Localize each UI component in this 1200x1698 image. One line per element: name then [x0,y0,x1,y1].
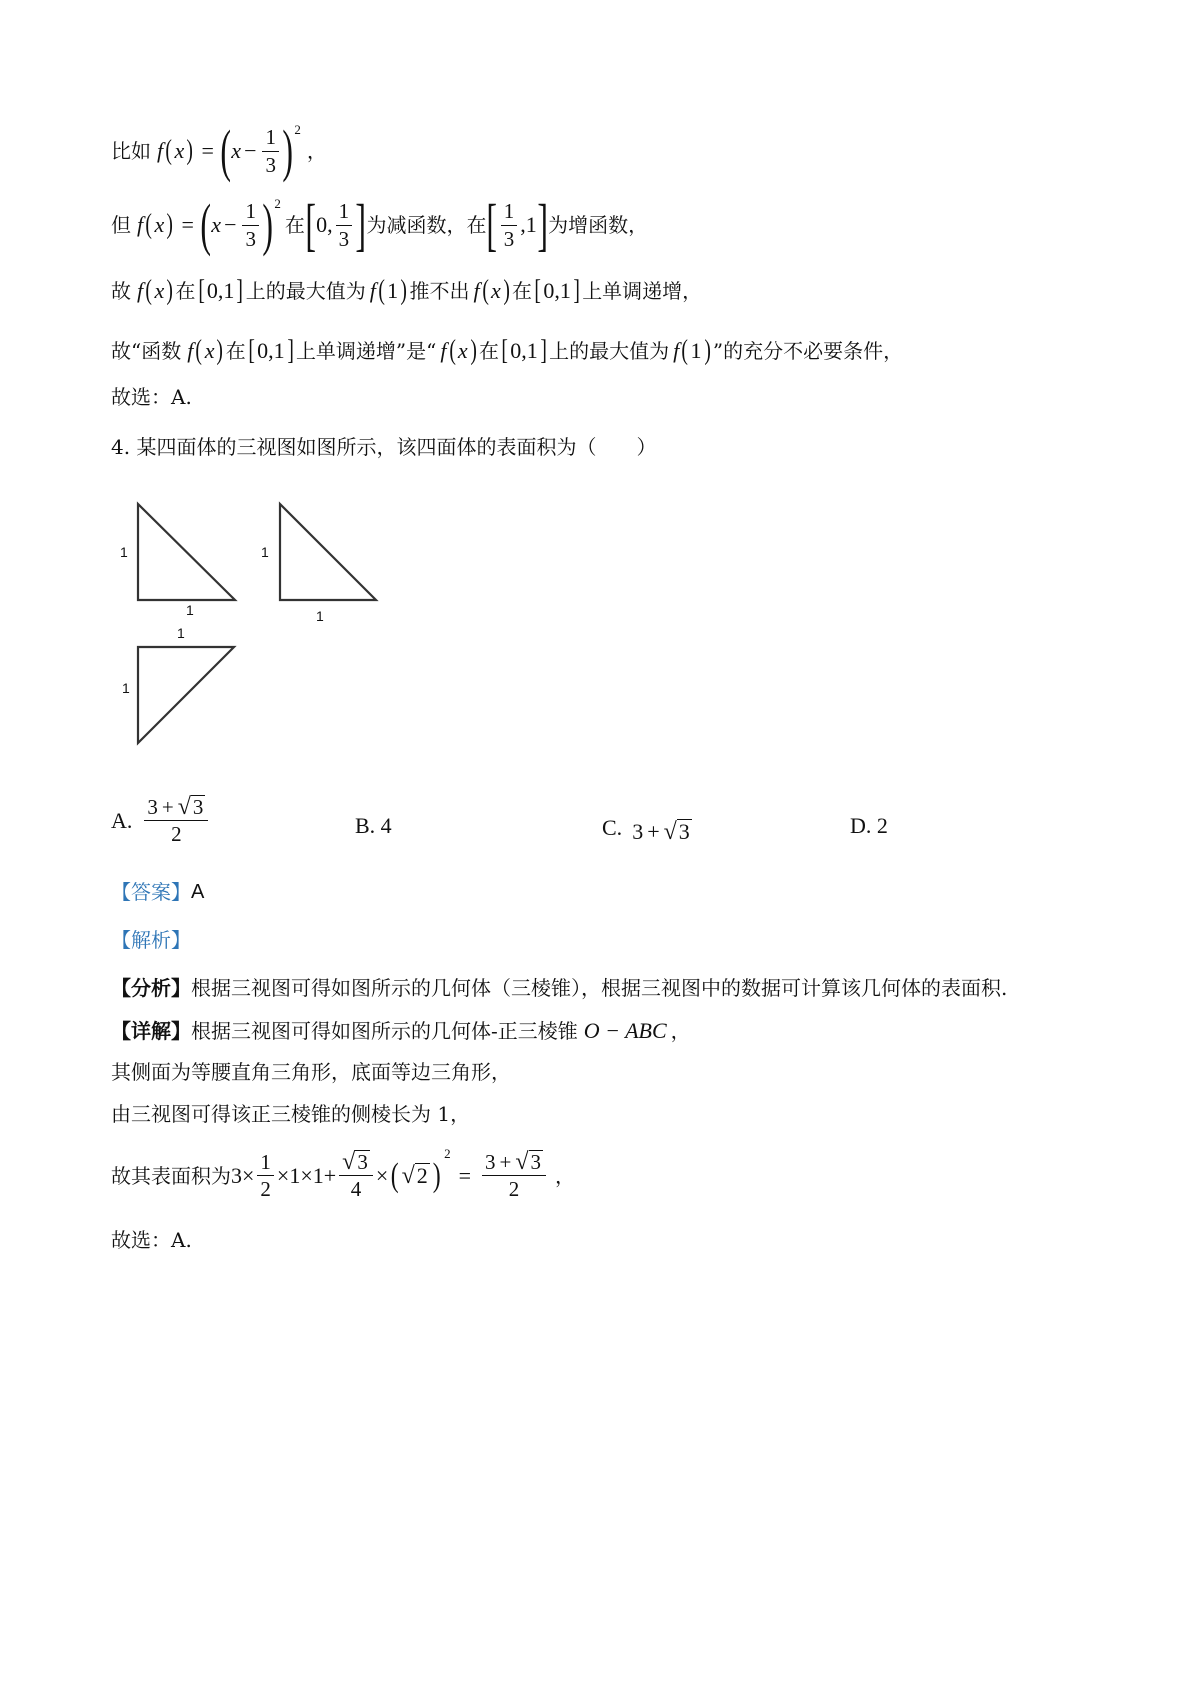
option-a: A. 3 + √ 3 2 [111,795,211,846]
solution-line-1: 其侧面为等腰直角三角形，底面等边三角形， [111,1060,511,1084]
answer-line: 【答案】 A [111,880,205,904]
three-views-figure [110,495,410,760]
option-c: C. 3 + √ 3 [602,814,690,846]
final-choose-a: 故选：A. [111,1228,192,1252]
solution-line-2: 由三视图可得该正三棱锥的侧棱长为 1， [111,1102,471,1126]
top-view-top-label: 1 [177,625,185,641]
line-choose-a: 故选：A. [111,385,192,409]
front-view-triangle [138,504,235,600]
top-view-side-label: 1 [122,680,130,696]
answer-tag: 【答案】 [111,880,191,904]
front-view-side-label: 1 [120,544,128,560]
line-therefore-max: 故 f ( x ) 在 [ 0,1 ] 上的最大值为 f ( 1 ) 推不出 f ( x ) 在 [ 0,1 ] 上单调递增， [111,275,703,306]
line-example: 比如 f ( x ) = ( x − $\frac{1}{3}$ ) 2 ， [111,118,327,183]
line-but: 但 f ( x ) = ( x − $\frac{1}{3}$ ) 2 在 [ 0, $\frac{1}{3}$ ] 为减函数，在 [ $\frac{1}{3}$ ,1 ] 为增函数， [111,192,649,257]
top-view-triangle [138,647,234,743]
option-d: D. 2 [850,813,888,838]
fraction-one-third: $\frac{1}{3}$ [262,125,279,176]
xiangjie-line: 【详解】 根据三视图可得如图所示的几何体-正三棱锥 O − ABC ， [111,1018,691,1043]
option-b: B. 4 [355,813,392,838]
side-view-triangle [280,504,376,600]
question-4: 4. 某四面体的三视图如图所示，该四面体的表面积为（ ） [111,435,657,459]
analysis-tag: 【解析】 [111,928,191,952]
surface-area-formula: 故其表面积为 3× $\frac{1}{2}$ ×1×1+ √ 3 4 × ( √ 2 ) 2 = 3 + √ 3 2 ， [111,1146,576,1202]
front-view-bottom-label: 1 [186,602,194,618]
fenxi-line: 【分析】 根据三视图可得如图所示的几何体（三棱锥），根据三视图中的数据可计算该几何体的表面积. [111,976,1008,1000]
side-view-side-label: 1 [261,544,269,560]
line-sufficient: 故“函数 f ( x ) 在 [ 0,1 ] 上单调递增”是“ f ( x ) 在 [ 0,1 ] 上的最大值为 f ( 1 ) ”的充分不必要条件， [111,335,904,366]
side-view-bottom-label: 1 [316,608,324,624]
